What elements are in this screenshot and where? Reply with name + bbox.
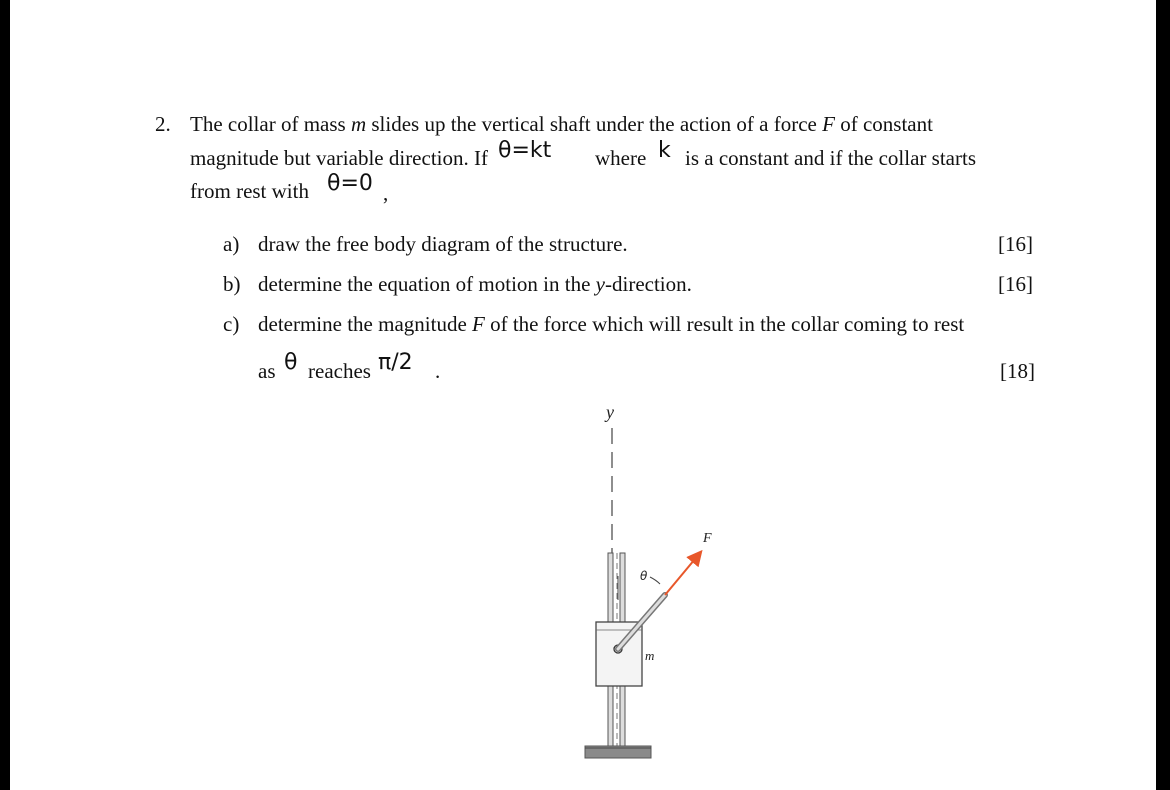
part-c-label: c) [223, 312, 240, 336]
part-a-label: a) [223, 232, 240, 256]
part-c-text: determine the magnitude F of the force which will result in the collar coming to rest [258, 312, 965, 336]
part-c-theta: θ [284, 350, 298, 375]
k-symbol: k [658, 138, 671, 163]
part-c-reaches: reaches [308, 359, 371, 383]
equation-theta-kt: θ=kt [498, 138, 552, 163]
theta-arc [650, 577, 660, 584]
part-c-period: . [435, 359, 441, 383]
force-label: F [703, 531, 712, 546]
problem-line-2b: where [595, 146, 647, 170]
part-b-text: determine the equation of motion in the y-direction. [258, 272, 692, 296]
force-arrow [665, 553, 700, 595]
problem-line-3a: from rest with [190, 179, 309, 203]
document-page [10, 0, 1156, 790]
part-a-text: draw the free body diagram of the structure. [258, 232, 628, 256]
problem-line-1: The collar of mass m slides up the vertical shaft under the action of a force F of constant [190, 112, 933, 136]
part-c-as: as [258, 359, 276, 383]
problem-line-3b: , [383, 181, 389, 205]
problem-line-2a: magnitude but variable direction. If [190, 146, 488, 170]
part-a-marks: [16] [998, 232, 1033, 256]
part-b-label: b) [223, 272, 241, 296]
part-c-marks: [18] [1000, 359, 1035, 383]
collar-shaft-figure [570, 390, 710, 770]
problem-line-2c: is a constant and if the collar starts [685, 146, 976, 170]
part-c-pi-half: π/2 [378, 350, 413, 375]
theta-label: θ [640, 569, 648, 583]
problem-number: 2. [155, 112, 171, 136]
mass-label: m [645, 648, 655, 663]
part-b-marks: [16] [998, 272, 1033, 296]
y-axis-label: y [606, 402, 614, 422]
equation-theta-zero: θ=0 [327, 171, 373, 196]
